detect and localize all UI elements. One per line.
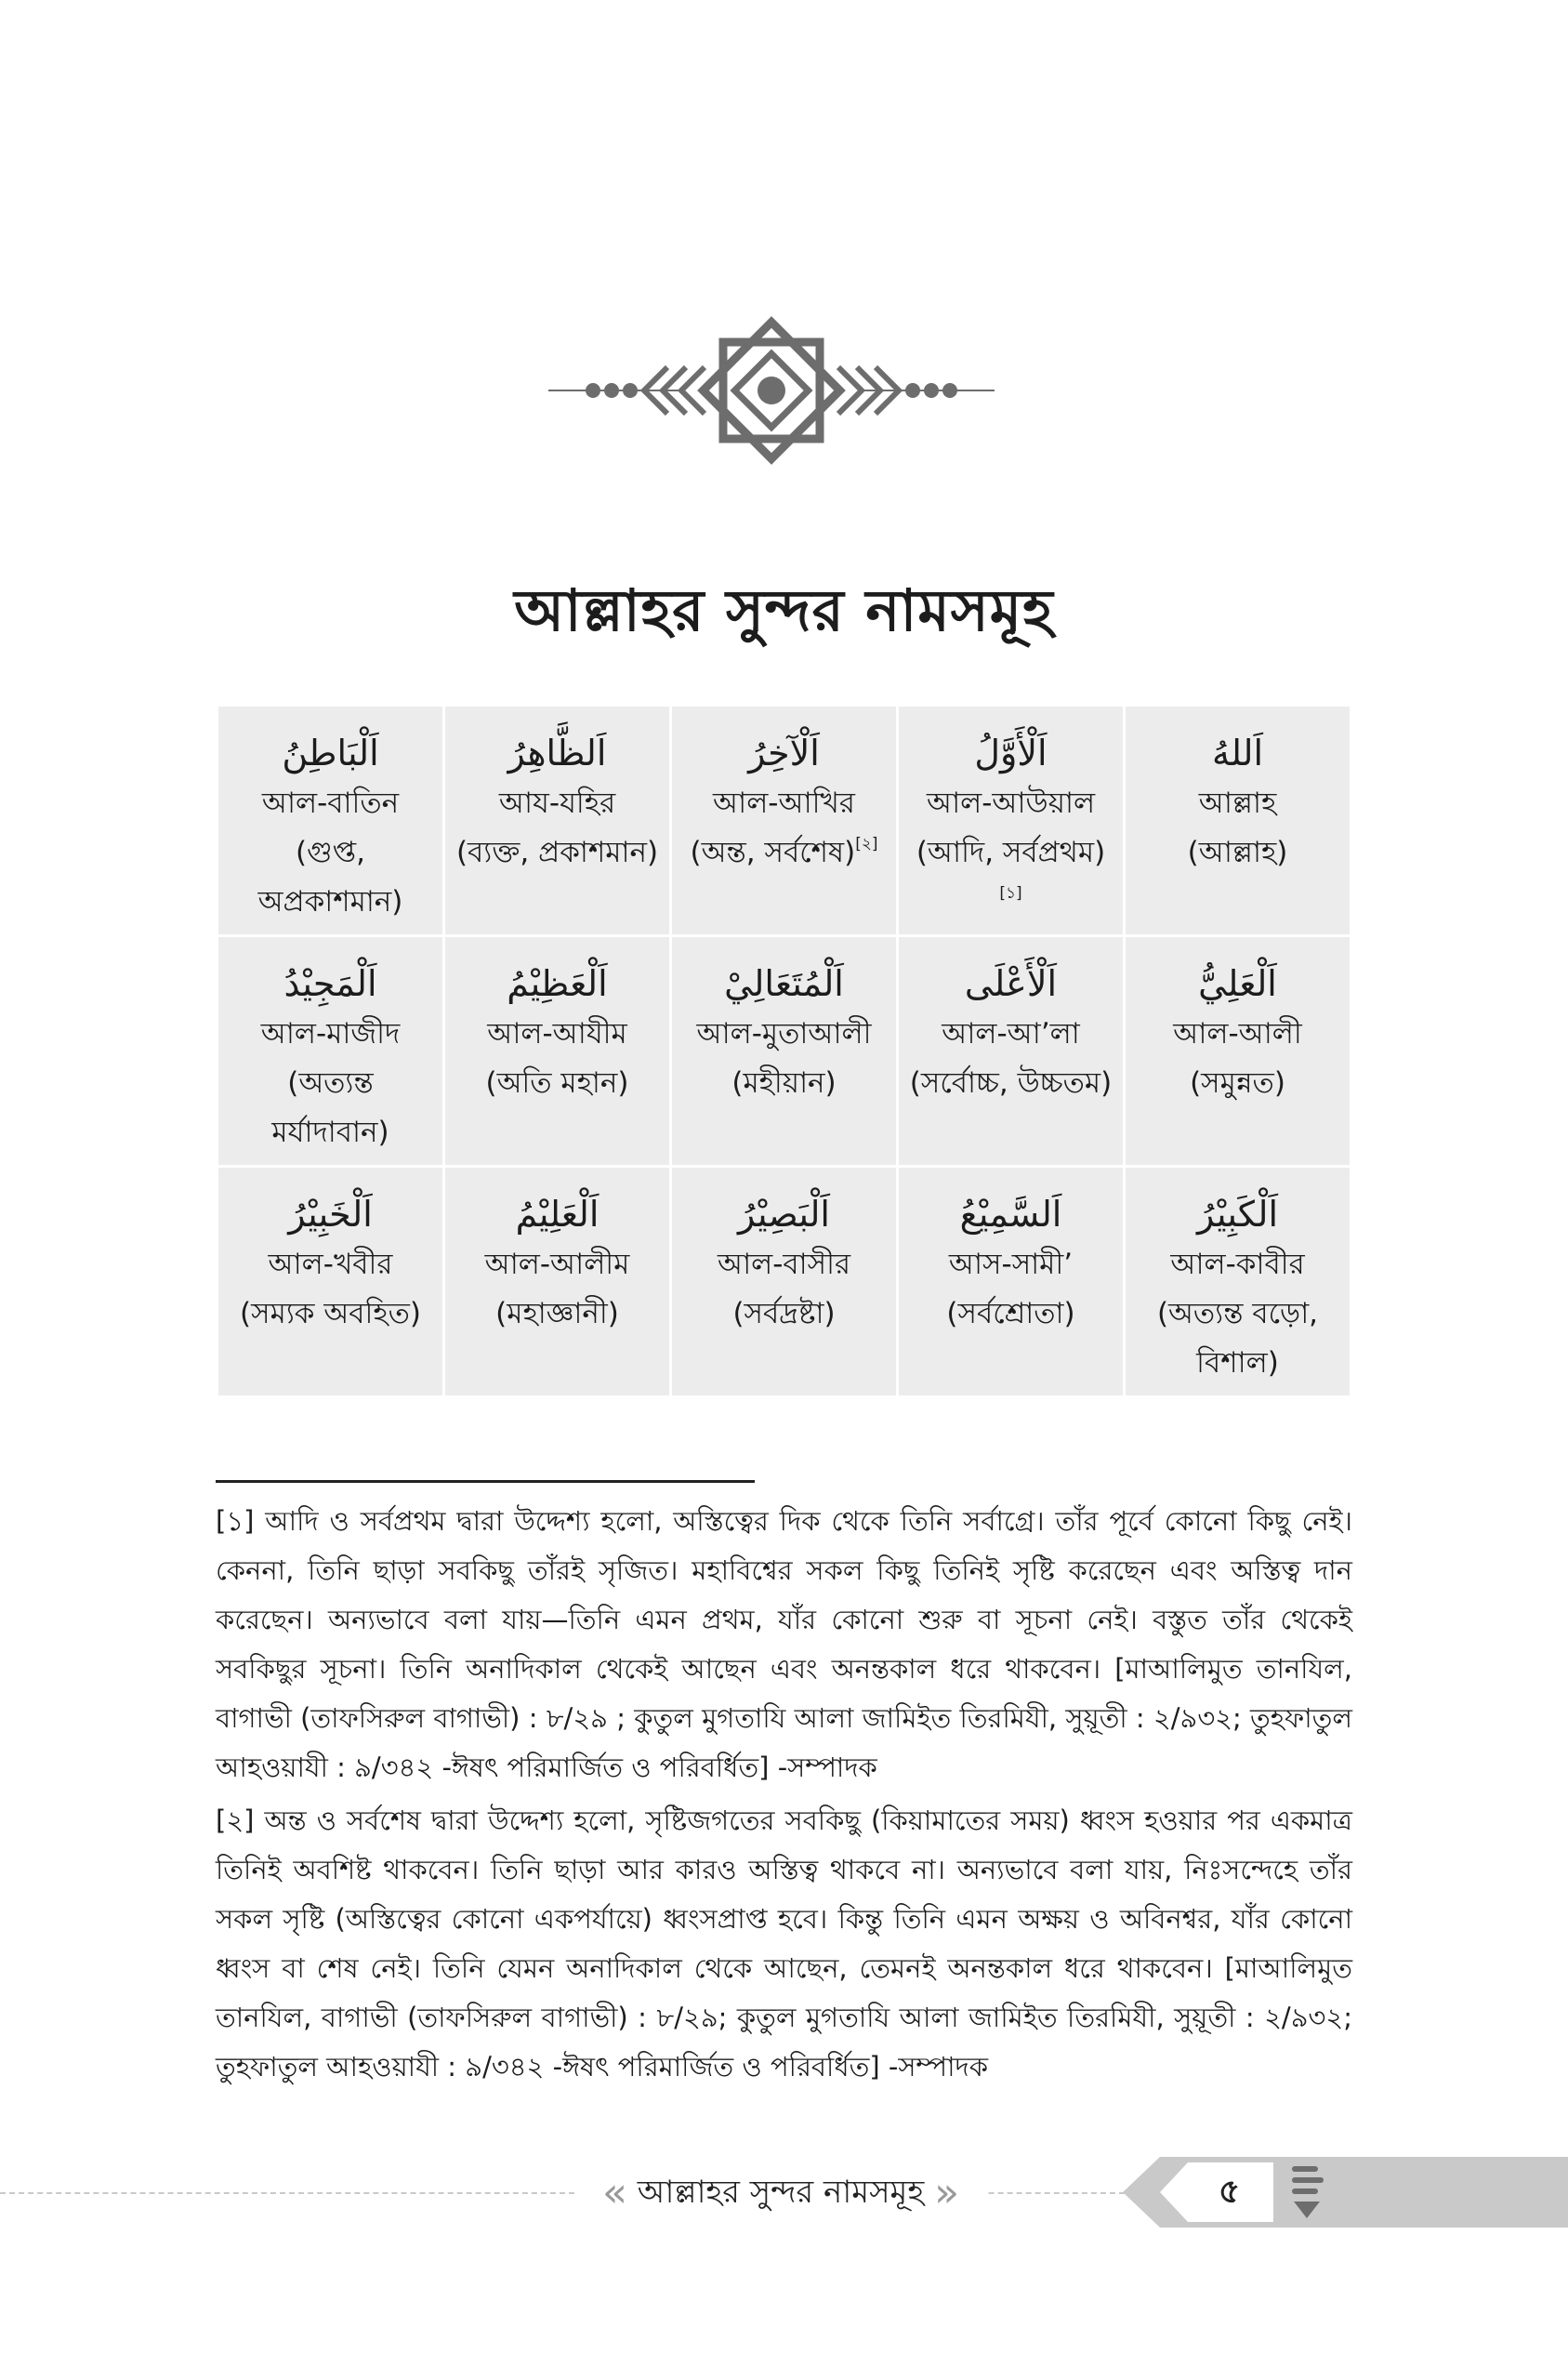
transliteration: আল-কাবীর (1170, 1248, 1305, 1281)
chevron-right-icon: » (934, 2169, 960, 2216)
transliteration: আল-আলী (1173, 1017, 1302, 1051)
name-cell (671, 706, 898, 936)
meaning: (অত্যন্ত মর্যাদাবান) (271, 1066, 389, 1149)
arabic-name: اَلْخَبِيْرُ (288, 1194, 373, 1235)
meaning: (সম্যক অবহিত) (240, 1297, 421, 1330)
footnote-2: [২] অন্ত ও সর্বশেষ দ্বারা উদ্দেশ্য হলো, সৃষ্টিজগতের সবকিছু (কিয়ামাতের সময়) ধ্বংস হওয়ার পর একমাত্র তিনিই অবশিষ্ট থাকবেন। তিনি ছাড়া আর কারও অস্তিত্ব থাকবে না। অন্যভাবে বলা যায়, নিঃসন্দেহে তাঁর সকল সৃষ্টি (অস্তিত্বের কোনো একপর্যায়ে) ধ্বংসপ্রাপ্ত হবে। কিন্তু তিনি এমন অক্ষয় ও অবিনশ্বর, যাঁর কোনো ধ্বংস বা শেষ নেই। তিনি যেমন অনাদিকাল থেকে আছেন, তেমনই অনন্তকাল ধরে থাকবেন। [মাআলিমুত তানযিল, বাগাভী (তাফসিরুল বাগাভী) : ৮/২৯; কুতুল মুগতাযি আলা জামিইত তিরমিযী, সুয়ূতী : ২/৯৩২; তুহফাতুল আহওয়াযী : ৯/৩৪২ -ঈষৎ পরিমার্জিত ও পরিবর্ধিত] -সম্পাদক (216, 1805, 1352, 2082)
meaning: (সর্বোচ্চ, উচ্চতম) (909, 1066, 1113, 1100)
page-title: আল্লাহর সুন্দর নামসমূহ (514, 576, 1054, 644)
meaning: (মহাজ্ঞানী) (495, 1297, 619, 1330)
arabic-name: اَلْأَعْلَى (964, 963, 1058, 1004)
arabic-name: اَلْبَاطِنُ (282, 733, 379, 774)
name-cell (1125, 1167, 1351, 1397)
name-cell (444, 1167, 671, 1397)
arabic-name: اَلظَّاهِرُ (507, 733, 607, 774)
name-cell (217, 936, 444, 1167)
arabic-name: اَلْكَبِيْرُ (1196, 1194, 1279, 1235)
transliteration: আয-যহির (498, 787, 616, 820)
transliteration: আল-খবীর (268, 1248, 393, 1281)
page-footer (0, 2157, 1568, 2231)
name-cell (217, 706, 444, 936)
name-cell (898, 936, 1125, 1167)
transliteration: আল-আযীম (487, 1017, 627, 1051)
meaning: (মহীয়ান) (731, 1066, 837, 1100)
transliteration: আল্লাহ (1198, 787, 1277, 820)
table-row (217, 1167, 1351, 1397)
arabic-name: اَلْآخِرُ (748, 733, 820, 774)
name-cell (1125, 936, 1351, 1167)
arabic-name: اَلْبَصِيْرُ (738, 1194, 830, 1235)
running-title (576, 2164, 985, 2220)
transliteration: আস-সামী’ (948, 1248, 1074, 1281)
footnote-ref[interactable]: [১] (999, 884, 1022, 903)
table-row (217, 936, 1351, 1167)
arabic-name: اَلْمَجِيْدُ (283, 963, 377, 1004)
transliteration: আল-আলীম (484, 1248, 630, 1281)
footnote-divider (216, 1480, 755, 1483)
arabic-name: اَلْعَلِيْمُ (515, 1194, 600, 1235)
transliteration: আল-মুতাআলী (696, 1017, 872, 1051)
arabic-name: اَلْعَلِيُّ (1198, 963, 1277, 1004)
transliteration: আল-আ’লা (942, 1017, 1080, 1051)
transliteration: আল-বাতিন (261, 787, 400, 820)
name-cell (1125, 706, 1351, 936)
meaning: (সর্বদ্রষ্টা) (732, 1297, 836, 1330)
name-cell (444, 706, 671, 936)
page-number: ৫ (1218, 2173, 1241, 2211)
footnotes (216, 1497, 1352, 2096)
meaning-with-ref (906, 828, 1115, 927)
arabic-name: اَلسَّمِيْعُ (959, 1194, 1062, 1235)
star-ornament-icon (539, 316, 1004, 465)
transliteration: আল-আউয়াল (926, 787, 1096, 820)
meaning: (ব্যক্ত, প্রকাশমান) (455, 836, 659, 869)
meaning: (অন্ত, সর্বশেষ) (690, 836, 856, 869)
meaning-with-ref (679, 828, 889, 878)
meaning: (গুপ্ত, অপ্রকাশমান) (257, 836, 403, 919)
name-cell (671, 936, 898, 1167)
meaning: (অতি মহান) (485, 1066, 629, 1100)
name-cell (444, 936, 671, 1167)
table-row (217, 706, 1351, 936)
footnote-ref[interactable]: [২] (855, 835, 878, 853)
meaning: (আদি, সর্বপ্রথম) (916, 836, 1106, 869)
transliteration: আল-মাজীদ (260, 1017, 401, 1051)
name-cell (898, 1167, 1125, 1397)
arabic-name: اَلْعَظِيْمُ (507, 963, 608, 1004)
transliteration: আল-বাসীর (717, 1248, 851, 1281)
name-cell (671, 1167, 898, 1397)
running-title-text: আল্লাহর সুন্দর নামসমূহ (637, 2174, 925, 2211)
footnote-1: [১] আদি ও সর্বপ্রথম দ্বারা উদ্দেশ্য হলো, অস্তিত্বের দিক থেকে তিনি সর্বাগ্রে। তাঁর পূর্বে কোনো কিছু নেই। কেননা, তিনি ছাড়া সবকিছু তাঁরই সৃজিত। মহাবিশ্বের সকল কিছু তিনিই সৃষ্টি করেছেন এবং অস্তিত্ব দান করেছেন। অন্যভাবে বলা যায়—তিনি এমন প্রথম, যাঁর কোনো শুরু বা সূচনা নেই। বস্তুত তাঁর থেকেই সবকিছুর সূচনা। তিনি অনাদিকাল থেকেই আছেন এবং অনন্তকাল ধরে থাকবেন। [মাআলিমুত তানযিল, বাগাভী (তাফসিরুল বাগাভী) : ৮/২৯ ; কুতুল মুগতাযি আলা জামিইত তিরমিযী, সুয়ূতী : ২/৯৩২; তুহফাতুল আহওয়াযী : ৯/৩৪২ -ঈষৎ পরিমার্জিত ও পরিবর্ধিত] -সম্পাদক (216, 1505, 1352, 1783)
arabic-name: اَلْأَوَّلُ (974, 733, 1048, 774)
transliteration: আল-আখির (713, 787, 855, 820)
meaning: (সমুন্নত) (1190, 1066, 1285, 1100)
arabic-name: اَللهُ (1211, 733, 1264, 774)
name-cell (898, 706, 1125, 936)
chevron-left-icon: « (601, 2169, 627, 2216)
meaning: (অত্যন্ত বড়ো, বিশাল) (1156, 1297, 1319, 1380)
names-table (216, 704, 1352, 1398)
name-cell (217, 1167, 444, 1397)
meaning: (সর্বশ্রোতা) (946, 1297, 1075, 1330)
arabic-name: اَلْمُتَعَالِيْ (724, 963, 844, 1004)
meaning: (আল্লাহ) (1187, 836, 1288, 869)
